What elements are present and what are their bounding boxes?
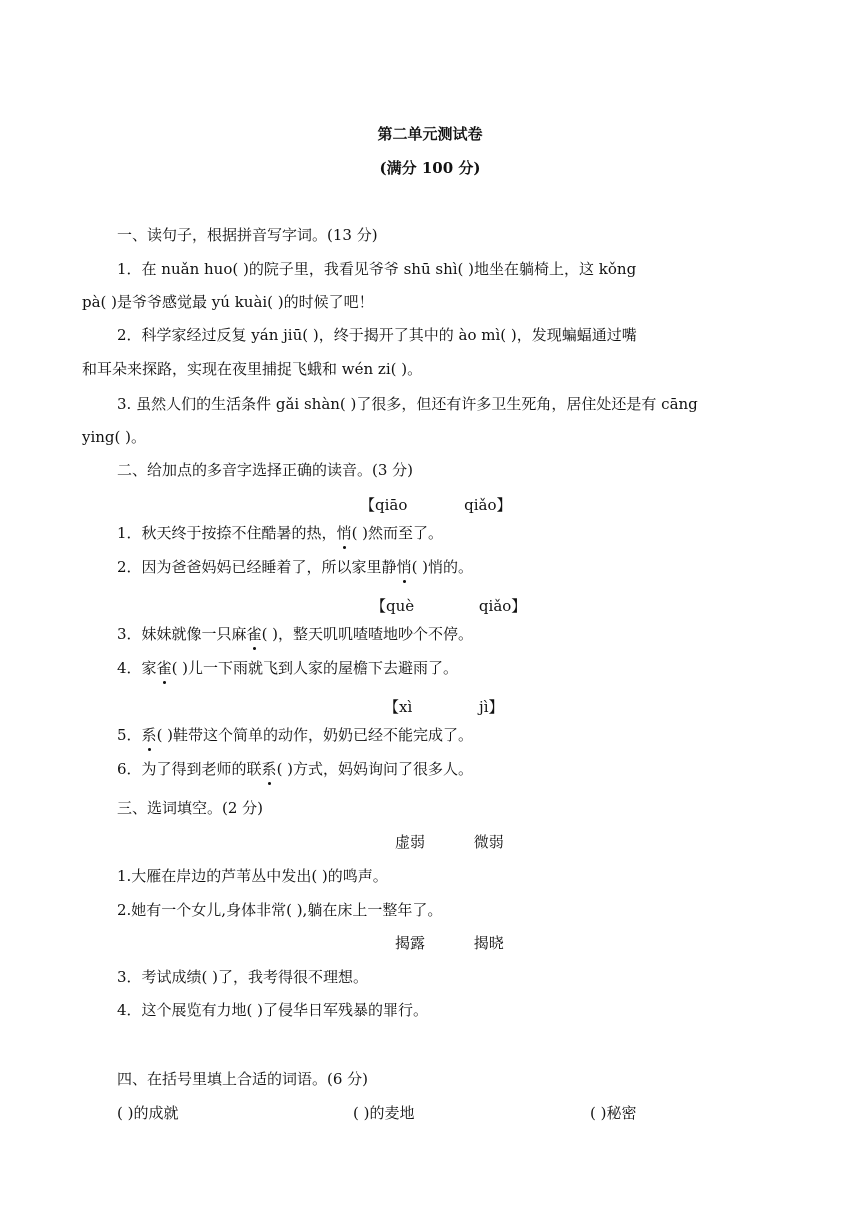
pinyin-option: 【qiāo [360, 496, 408, 514]
question-text: ( )然而至了。 [351, 524, 444, 542]
section-3-heading: 三、选词填空。(2 分) [117, 799, 264, 817]
question-text: 5． [117, 726, 142, 744]
question-text: ( )儿一下雨就飞到人家的屋檐下去避雨了。 [171, 659, 459, 677]
pinyin-options-3 [384, 697, 504, 717]
pinyin-option: 【què [371, 597, 415, 615]
word-choice: 揭晓 [473, 934, 504, 952]
word-choice: 揭露 [395, 934, 426, 952]
s3-q2: 2.她有一个女儿,身体非常( ),躺在床上一整年了。 [117, 901, 443, 919]
s2-q3 [117, 624, 473, 644]
word-choice: 微弱 [473, 833, 504, 851]
dotted-char: 雀 [246, 625, 262, 643]
question-text: 6．为了得到老师的联 [117, 760, 262, 778]
pinyin-option: qiǎo】 [464, 496, 512, 514]
s1-q1-line1: 1．在 nuǎn huo( )的院子里，我看见爷爷 shū shì( )地坐在躺椅上，这 kǒng [117, 260, 637, 278]
s4-item-b: ( )的麦地 [353, 1104, 415, 1122]
s2-q1 [117, 523, 443, 543]
question-text: ( )，整天叽叽喳喳地吵个不停。 [261, 625, 474, 643]
word-choice: 虚弱 [395, 833, 426, 851]
question-text: 3．妹妹就像一只麻 [117, 625, 247, 643]
page-title: 第二单元测试卷 [377, 125, 483, 143]
question-text: 2．因为爸爸妈妈已经睡着了，所以家里静 [117, 558, 397, 576]
s2-q4 [117, 658, 458, 678]
question-text: ( )方式，妈妈询问了很多人。 [276, 760, 474, 778]
pinyin-option: jì】 [479, 698, 504, 716]
pinyin-options-1 [360, 495, 512, 515]
question-text: ( )悄的。 [411, 558, 474, 576]
section-2-heading: 二、给加点的多音字选择正确的读音。(3 分) [117, 461, 414, 479]
s1-q3-line2: ying( )。 [82, 428, 147, 446]
section-1-heading: 一、读句子，根据拼音写字词。(13 分) [117, 226, 378, 244]
s4-item-a: ( )的成就 [117, 1104, 179, 1122]
pinyin-options-2 [371, 596, 526, 616]
section-4-heading: 四、在括号里填上合适的词语。(6 分) [117, 1070, 369, 1088]
s1-q3-line1: 3. 虽然人们的生活条件 gǎi shàn( )了很多，但还有许多卫生死角，居住处还是有 cāng [117, 395, 698, 413]
dotted-char: 雀 [156, 659, 172, 677]
pinyin-option: 【xì [384, 698, 413, 716]
dotted-char: 系 [141, 726, 157, 744]
dotted-char: 悄 [336, 524, 352, 542]
page-subtitle: (满分 100 分) [379, 159, 481, 177]
s2-q2 [117, 557, 473, 577]
s1-q1-line2: pà( )是爷爷感觉最 yú kuài( )的时候了吧！ [82, 293, 374, 311]
dotted-char: 悄 [396, 558, 412, 576]
question-text: ( )鞋带这个简单的动作，奶奶已经不能完成了。 [156, 726, 474, 744]
question-text: 1．秋天终于按捺不住酷暑的热， [117, 524, 337, 542]
s4-item-c: ( )秘密 [590, 1104, 637, 1122]
dotted-char: 系 [261, 760, 277, 778]
s3-q1: 1.大雁在岸边的芦苇丛中发出( )的鸣声。 [117, 867, 388, 885]
question-text: 4．家 [117, 659, 157, 677]
s3-q4: 4．这个展览有力地( )了侵华日军残暴的罪行。 [117, 1001, 429, 1019]
s2-q6 [117, 759, 473, 779]
s1-q2-line1: 2．科学家经过反复 yán jiū( )，终于揭开了其中的 ào mì( )，发现蝙蝠通过嘴 [117, 326, 637, 344]
word-choices-2 [395, 933, 504, 953]
s3-q3: 3．考试成绩( )了，我考得很不理想。 [117, 968, 369, 986]
s1-q2-line2: 和耳朵来探路，实现在夜里捕捉飞蛾和 wén zi( )。 [82, 360, 423, 378]
pinyin-option: qiǎo】 [478, 597, 527, 615]
word-choices-1 [395, 832, 504, 852]
s2-q5 [117, 725, 473, 745]
